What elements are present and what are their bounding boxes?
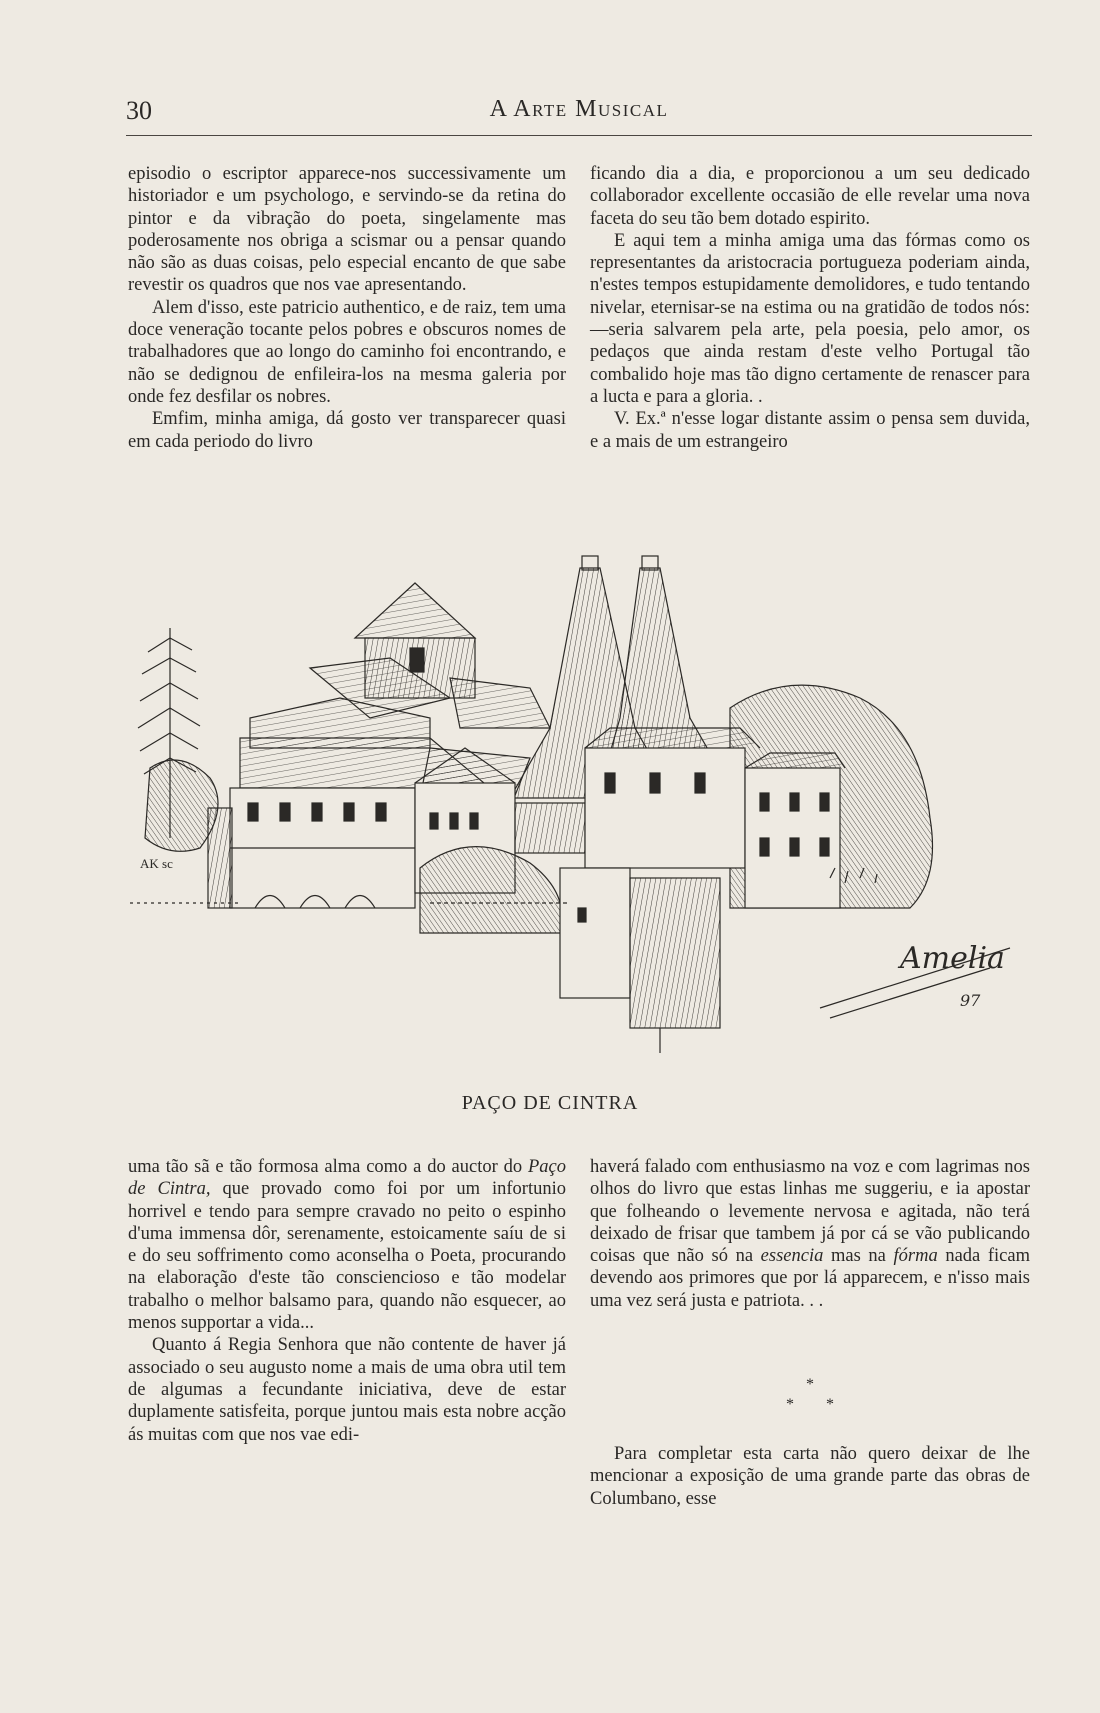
illustration-caption: PAÇO DE CINTRA: [461, 1092, 639, 1114]
palace-illustration: [130, 548, 1030, 1078]
paragraph: haverá falado com enthusiasmo na voz e com lagrimas nos olhos do livro que estas linhas me suggeriu, e ia apostar que folheando o levemente nervosa e agitada, não terá deixado de frisar que tambem já por cá se vão publicando coisas que não só na essencia mas na fórma nada ficam devendo aos primores que por lá apparecem, e n'isso mais uma vez será justa e patriota. . .: [590, 1157, 1030, 1311]
artist-signature: [820, 941, 1010, 1018]
column-bottom-left: [128, 1156, 566, 1446]
running-title: A Arte Musical: [489, 96, 669, 122]
section-asterism: * * *: [786, 1376, 834, 1413]
palace-facade-left: [208, 788, 415, 908]
column-bottom-right: [590, 1156, 1030, 1312]
paragraph: Para completar esta carta não quero deixar de lhe mencionar a exposição de uma grande parte das obras de Columbano, esse: [590, 1444, 1030, 1509]
paragraph: ficando dia a dia, e proporcionou a um seu dedicado collaborador excellente occasião de elle revelar uma nova faceta do seu tão bem dotado espirito.: [590, 164, 1030, 229]
header-rule: [126, 135, 1032, 136]
shrubbery-left: [145, 760, 218, 851]
page-number: 30: [126, 96, 152, 125]
svg-text:Amelia: Amelia: [900, 941, 1005, 976]
paragraph: Quanto á Regia Senhora que não contente de haver já associado o seu augusto nome a mais de uma obra util tem de algumas a fecundante iniciativa, deve de estar duplamente satisfeita, porque juntou mais esta nobre acção ás muitas com que nos vae edi-: [128, 1335, 566, 1445]
book-title: Paço de Cintra,: [128, 1157, 566, 1200]
column-top-right: [590, 163, 1030, 453]
column-bottom-right-continued: [590, 1443, 1030, 1510]
running-header: [126, 96, 1032, 132]
column-top-left: [128, 163, 566, 453]
engraver-mark: AK sc: [140, 856, 173, 871]
paragraph: Emfim, minha amiga, dá gosto ver transparecer quasi em cada periodo do livro: [128, 409, 566, 452]
garden-bushes: [420, 847, 562, 933]
svg-text:97: 97: [960, 991, 981, 1010]
paragraph: uma tão sã e tão formosa alma como a do auctor do Paço de Cintra, que provado como foi por um infortunio horrivel e tendo para sempre cravado no peito o espinho d'uma immensa dôr, serenamente, estoicamente saíu de si e do seu soffrimento como aconselha o Poeta, procurando na elaboração d'este tão consciencioso e tão modelar trabalho o melhor balsamo para, quando não esquecer, ao menos supportar a vida...: [128, 1157, 567, 1334]
paragraph: episodio o escriptor apparece-nos successivamente um historiador e um psychologo, e servindo-se da retina do pintor e da vibração do poeta, singelamente mas poderosamente nos obriga a scismar ou a pensar quando não são as duas coisas, pelo especial encanto de que sabe revestir os quadros que nos vae apresentando.: [128, 164, 566, 296]
paragraph: E aqui tem a minha amiga uma das fórmas como os representantes da aristocracia portugueza poderiam ainda, n'estes tempos estupidamente demolidores, e tudo tentando nivelar, eternisar-se na estima ou na gratidão de todos nós:—seria salvarem pela arte, pela poesia, pelo amor, os pedaços que ainda restam d'este velho Portugal tão combalido hoje mas tão digno certamente de renascer para a lucta e para a gloria. .: [590, 230, 1030, 407]
paragraph: Alem d'isso, este patricio authentico, e de raiz, tem uma doce veneração tocante pelos pobres e obscuros nomes de trabalhadores que ao longo do caminho foi encontrando, e não se dedignou de enfileira-los na mesma galeria por onde fez desfilar os nobres.: [128, 297, 566, 407]
paragraph: V. Ex.ª n'esse logar distante assim o pensa sem duvida, e a mais de um estrangeiro: [590, 409, 1030, 452]
